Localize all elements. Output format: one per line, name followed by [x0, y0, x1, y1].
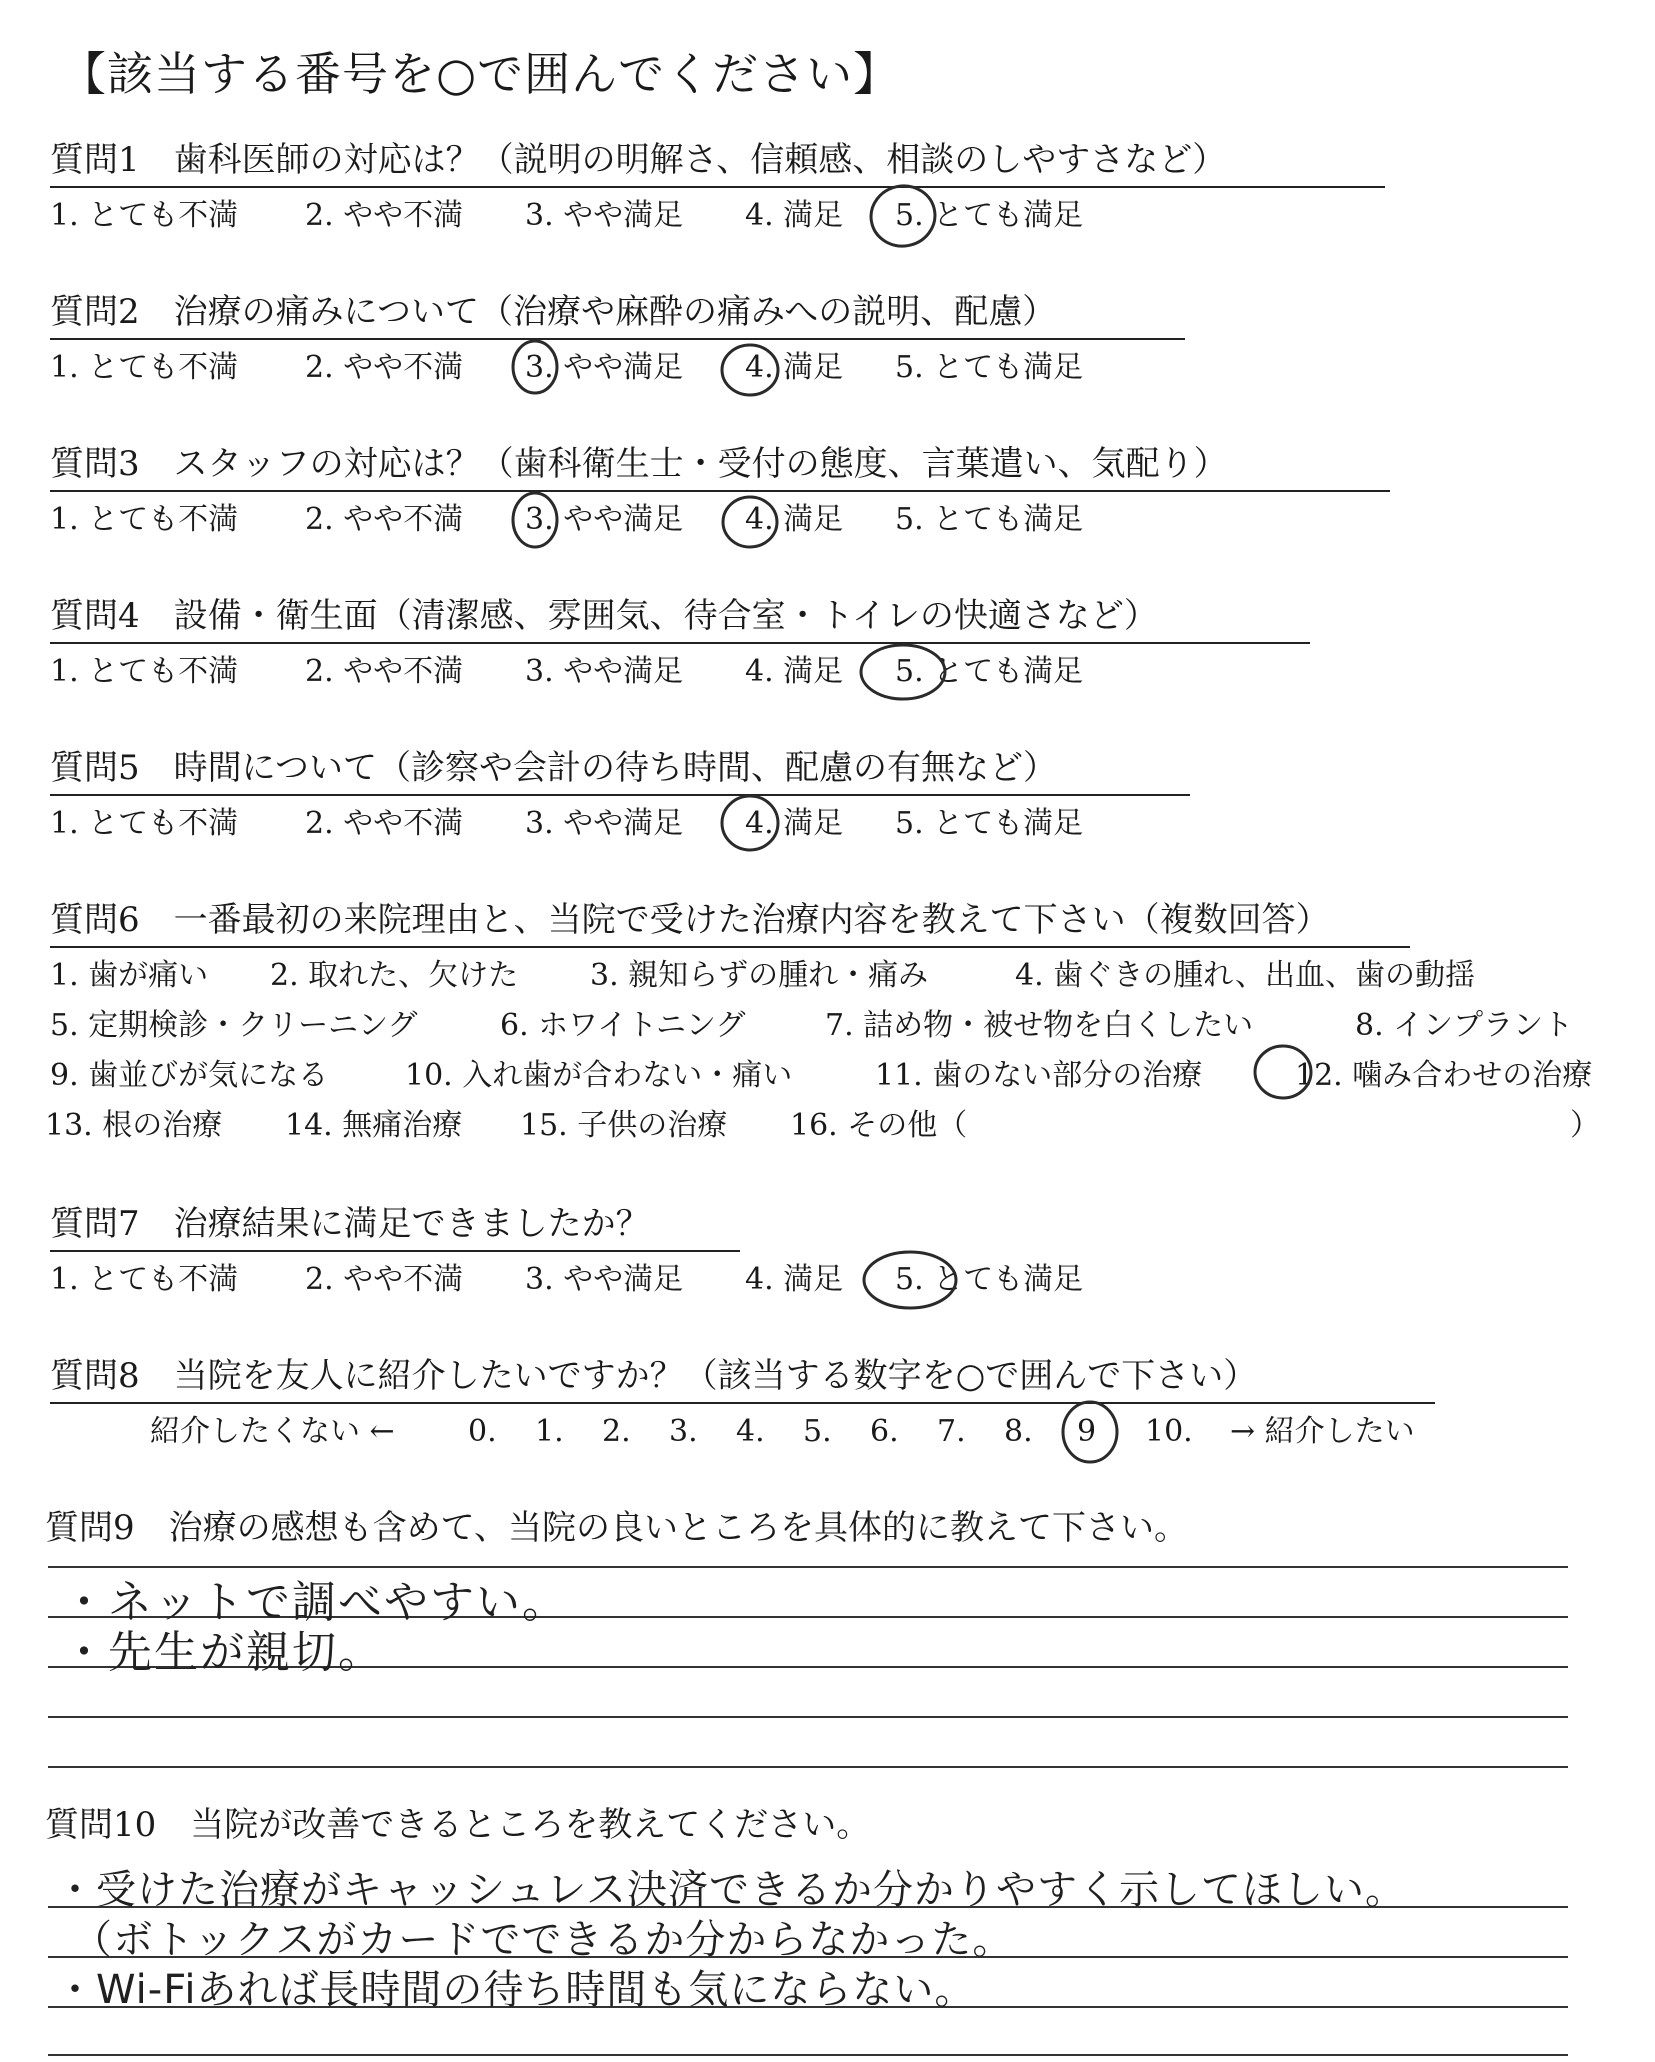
q6-option-10[interactable]: 10. 入れ歯が合わない・痛い — [405, 1058, 793, 1093]
q8-num-5[interactable]: 5. — [803, 1414, 832, 1449]
q5-option-3[interactable]: 3. やや満足 — [525, 806, 684, 841]
q6-option-12[interactable]: 12. 噛み合わせの治療 — [1295, 1058, 1593, 1093]
question-7-title: 質問7 治療結果に満足できましたか？ — [50, 1204, 650, 1244]
q6-option-16[interactable]: 16. その他（ — [790, 1108, 968, 1143]
q3-option-3[interactable]: 3. やや満足 — [525, 502, 684, 537]
page-title: 【該当する番号を○で囲んでください】 — [60, 47, 901, 101]
q9-answer-2: ・先生が親切。 — [62, 1627, 384, 1678]
question-1-title: 質問1 歯科医師の対応は？（説明の明解さ、信頼感、相談のしやすさなど） — [50, 140, 1227, 180]
question-6-title: 質問6 一番最初の来院理由と、当院で受けた治療内容を教えて下さい（複数回答） — [50, 900, 1330, 940]
q7-option-2[interactable]: 2. やや不満 — [305, 1262, 464, 1297]
q8-num-6[interactable]: 6. — [870, 1414, 899, 1449]
q5-option-4[interactable]: 4. 満足 — [745, 806, 844, 841]
q5-option-1[interactable]: 1. とても不満 — [50, 806, 239, 841]
q6-other-close-paren: ） — [1570, 1108, 1600, 1143]
q9-answer-1: ・ネットで調べやすい。 — [62, 1577, 568, 1628]
q6-option-5[interactable]: 5. 定期検診・クリーニング — [50, 1008, 418, 1043]
q8-right-label: → 紹介したい — [1230, 1414, 1415, 1449]
q3-option-4[interactable]: 4. 満足 — [745, 502, 844, 537]
q3-selected-circle-3 — [513, 493, 557, 547]
q10-answer-3: ・Wi-Fiあれば長時間の待ち時間も気にならない。 — [55, 1967, 976, 2013]
q6-option-15[interactable]: 15. 子供の治療 — [520, 1108, 728, 1143]
q8-selected-circle — [1063, 1402, 1117, 1462]
q5-option-2[interactable]: 2. やや不満 — [305, 806, 464, 841]
q8-num-8[interactable]: 8. — [1004, 1414, 1033, 1449]
q6-option-3[interactable]: 3. 親知らずの腫れ・痛み — [590, 958, 929, 993]
q6-option-7[interactable]: 7. 詰め物・被せ物を白くしたい — [825, 1008, 1254, 1043]
q3-option-1[interactable]: 1. とても不満 — [50, 502, 239, 537]
q6-option-11[interactable]: 11. 歯のない部分の治療 — [875, 1058, 1203, 1093]
q4-option-3[interactable]: 3. やや満足 — [525, 654, 684, 689]
q6-option-14[interactable]: 14. 無痛治療 — [285, 1108, 463, 1143]
q1-option-4[interactable]: 4. 満足 — [745, 198, 844, 233]
q7-option-5[interactable]: 5. とても満足 — [895, 1262, 1084, 1297]
q8-num-9[interactable]: 9 — [1077, 1414, 1097, 1449]
q8-num-4[interactable]: 4. — [736, 1414, 765, 1449]
question-3-title: 質問3 スタッフの対応は？（歯科衛生士・受付の態度、言葉遣い、気配り） — [50, 444, 1228, 484]
q3-option-2[interactable]: 2. やや不満 — [305, 502, 464, 537]
q4-option-4[interactable]: 4. 満足 — [745, 654, 844, 689]
q6-option-9[interactable]: 9. 歯並びが気になる — [50, 1058, 329, 1093]
q2-option-3[interactable]: 3. やや満足 — [525, 350, 684, 385]
q1-option-2[interactable]: 2. やや不満 — [305, 198, 464, 233]
q6-option-6[interactable]: 6. ホワイトニング — [500, 1008, 746, 1043]
q8-num-1[interactable]: 1. — [535, 1414, 564, 1449]
question-8-title: 質問8 当院を友人に紹介したいですか？（該当する数字を○で囲んで下さい） — [50, 1356, 1258, 1396]
q6-option-8[interactable]: 8. インプラント — [1355, 1008, 1574, 1043]
q8-num-10[interactable]: 10. — [1145, 1414, 1193, 1449]
question-2-title: 質問2 治療の痛みについて（治療や麻酔の痛みへの説明、配慮） — [50, 292, 1057, 332]
q6-option-13[interactable]: 13. 根の治療 — [45, 1108, 223, 1143]
q7-option-1[interactable]: 1. とても不満 — [50, 1262, 239, 1297]
q1-option-5[interactable]: 5. とても満足 — [895, 198, 1084, 233]
q3-selected-circle-4 — [723, 497, 777, 547]
q4-option-2[interactable]: 2. やや不満 — [305, 654, 464, 689]
q8-num-2[interactable]: 2. — [602, 1414, 631, 1449]
q7-selected-circle — [864, 1252, 956, 1308]
question-10-title: 質問10 当院が改善できるところを教えてください。 — [45, 1805, 871, 1845]
q2-option-4[interactable]: 4. 満足 — [745, 350, 844, 385]
q7-option-3[interactable]: 3. やや満足 — [525, 1262, 684, 1297]
q6-option-2[interactable]: 2. 取れた、欠けた — [270, 958, 519, 993]
q1-option-3[interactable]: 3. やや満足 — [525, 198, 684, 233]
q3-option-5[interactable]: 5. とても満足 — [895, 502, 1084, 537]
q8-num-3[interactable]: 3. — [669, 1414, 698, 1449]
q7-option-4[interactable]: 4. 満足 — [745, 1262, 844, 1297]
q2-selected-circle-3 — [513, 341, 557, 393]
q10-answer-2: （ボトックスがカードでできるか分からなかった。 — [72, 1917, 1014, 1963]
q2-option-2[interactable]: 2. やや不満 — [305, 350, 464, 385]
q2-selected-circle-4 — [722, 345, 778, 395]
q8-left-label: 紹介したくない ← — [150, 1414, 395, 1449]
q4-selected-circle — [861, 645, 945, 699]
question-4-title: 質問4 設備・衛生面（清潔感、雰囲気、待合室・トイレの快適さなど） — [50, 596, 1158, 636]
q6-selected-circle — [1255, 1046, 1311, 1098]
q2-option-5[interactable]: 5. とても満足 — [895, 350, 1084, 385]
q5-option-5[interactable]: 5. とても満足 — [895, 806, 1084, 841]
q5-selected-circle — [722, 796, 778, 850]
question-9-title: 質問9 治療の感想も含めて、当院の良いところを具体的に教えて下さい。 — [45, 1508, 1188, 1548]
q4-option-5[interactable]: 5. とても満足 — [895, 654, 1084, 689]
q4-option-1[interactable]: 1. とても不満 — [50, 654, 239, 689]
question-5-title: 質問5 時間について（診察や会計の待ち時間、配慮の有無など） — [50, 748, 1057, 788]
q6-option-1[interactable]: 1. 歯が痛い — [50, 958, 209, 993]
q10-answer-1: ・受けた治療がキャッシュレス決済できるか分かりやすく示してほしい。 — [55, 1867, 1406, 1913]
q1-option-1[interactable]: 1. とても不満 — [50, 198, 239, 233]
q8-num-7[interactable]: 7. — [937, 1414, 966, 1449]
q6-option-4[interactable]: 4. 歯ぐきの腫れ、出血、歯の動揺 — [1015, 958, 1475, 993]
q8-num-0[interactable]: 0. — [468, 1414, 497, 1449]
q2-option-1[interactable]: 1. とても不満 — [50, 350, 239, 385]
q1-selected-circle — [866, 181, 939, 251]
